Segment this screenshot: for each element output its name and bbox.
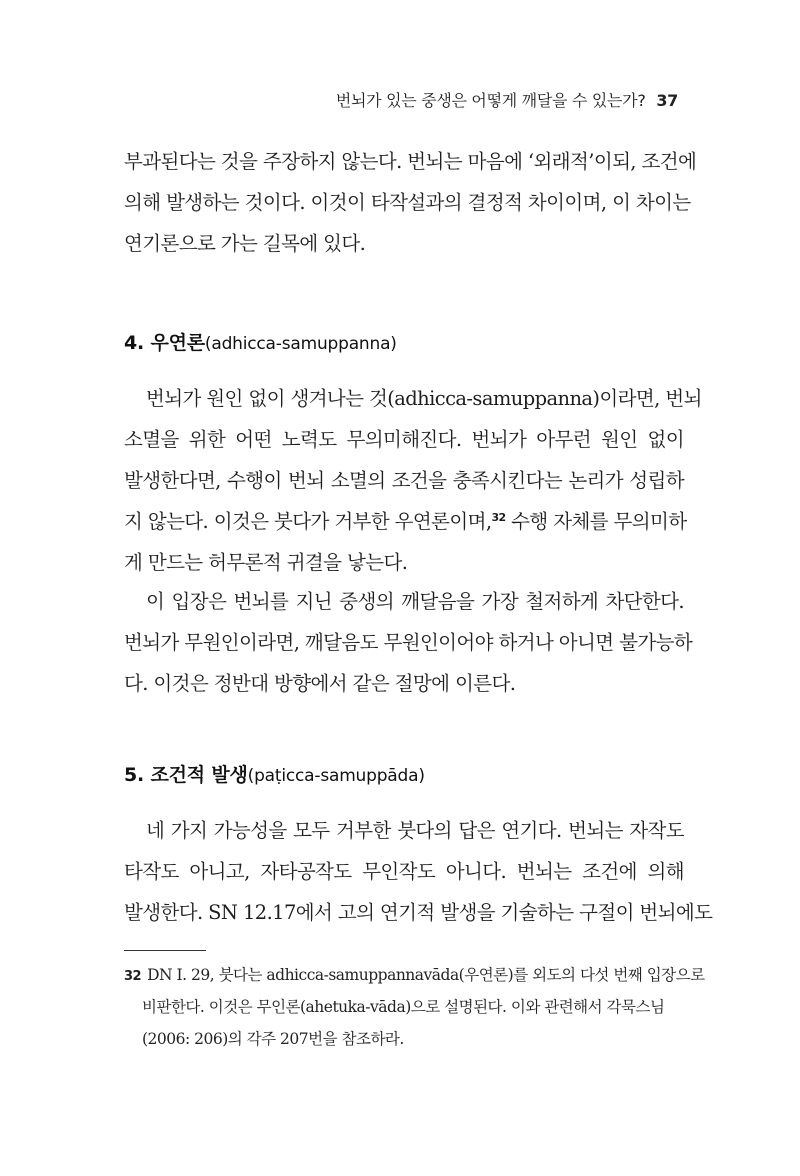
text-line-with-note (124, 501, 687, 542)
running-header (336, 88, 678, 111)
text-line: 다. 이것은 정반대 방향에서 같은 절망에 이른다. (124, 672, 516, 695)
section-heading-4 (124, 328, 397, 355)
section-title: 5. 조건적 발생 (124, 764, 248, 786)
footnote-line (124, 959, 705, 991)
text-line: 게 만드는 허무론적 귀결을 낳는다. (124, 551, 408, 574)
section-heading-5 (124, 760, 425, 787)
text-line: 네 가지 가능성을 모두 거부한 붓다의 답은 연기다. 번뇌는 자작도 (146, 819, 684, 842)
paragraph-4 (124, 810, 713, 933)
footnote-reference[interactable]: 32 (491, 511, 506, 524)
footnote-line: 비판한다. 이것은 무인론(ahetuka-vāda)으로 설명된다. 이와 관련해서 각묵스님 (142, 998, 665, 1016)
text-segment: 수행 자체를 무의미하 (505, 510, 687, 533)
footnote-32 (124, 959, 705, 1055)
text-line: 소멸을 위한 어떤 노력도 무의미해진다. 번뇌가 아무런 원인 없이 (124, 428, 684, 451)
text-line: 타작도 아니고, 자타공작도 무인작도 아니다. 번뇌는 조건에 의해 (124, 860, 684, 883)
section-term: (paṭicca-samuppāda) (247, 766, 425, 786)
text-line: 발생한다면, 수행이 번뇌 소멸의 조건을 충족시킨다는 논리가 성립하 (124, 469, 684, 492)
paragraph-1 (124, 141, 697, 264)
footnote-text: DN I. 29, 붓다는 adhicca-samuppannavāda(우연론)를 외도의 다섯 번째 입장으로 (147, 966, 705, 984)
text-line: 번뇌가 무원인이라면, 깨달음도 무원인이어야 하거나 아니면 불가능하 (124, 631, 693, 654)
text-line: 발생한다. SN 12.17에서 고의 연기적 발생을 기술하는 구절이 번뇌에도 (124, 901, 713, 924)
running-title: 번뇌가 있는 중생은 어떻게 깨달을 수 있는가? (335, 91, 646, 110)
footnote-number: 32 (124, 969, 142, 984)
paragraph-3 (124, 581, 693, 704)
section-title: 4. 우연론 (124, 332, 205, 354)
footnote-divider (124, 950, 206, 951)
paragraph-2 (124, 378, 702, 583)
text-segment: 지 않는다. 이것은 붓다가 거부한 우연론이며, (124, 510, 492, 533)
section-term: (adhicca-samuppanna) (204, 334, 397, 354)
footnote-line: (2006: 206)의 각주 207번을 참조하라. (142, 1030, 404, 1048)
text-line: 연기론으로 가는 길목에 있다. (124, 232, 366, 255)
text-line: 이 입장은 번뇌를 지닌 중생의 깨달음을 가장 철저하게 차단한다. (146, 590, 684, 613)
text-line: 부과된다는 것을 주장하지 않는다. 번뇌는 마음에 ‘외래적’이되, 조건에 (124, 150, 697, 173)
text-line: 의해 발생하는 것이다. 이것이 타작설과의 결정적 차이이며, 이 차이는 (124, 191, 691, 214)
page-number: 37 (656, 91, 678, 110)
text-line: 번뇌가 원인 없이 생겨나는 것(adhicca-samuppanna)이라면, 번뇌 (146, 387, 702, 410)
